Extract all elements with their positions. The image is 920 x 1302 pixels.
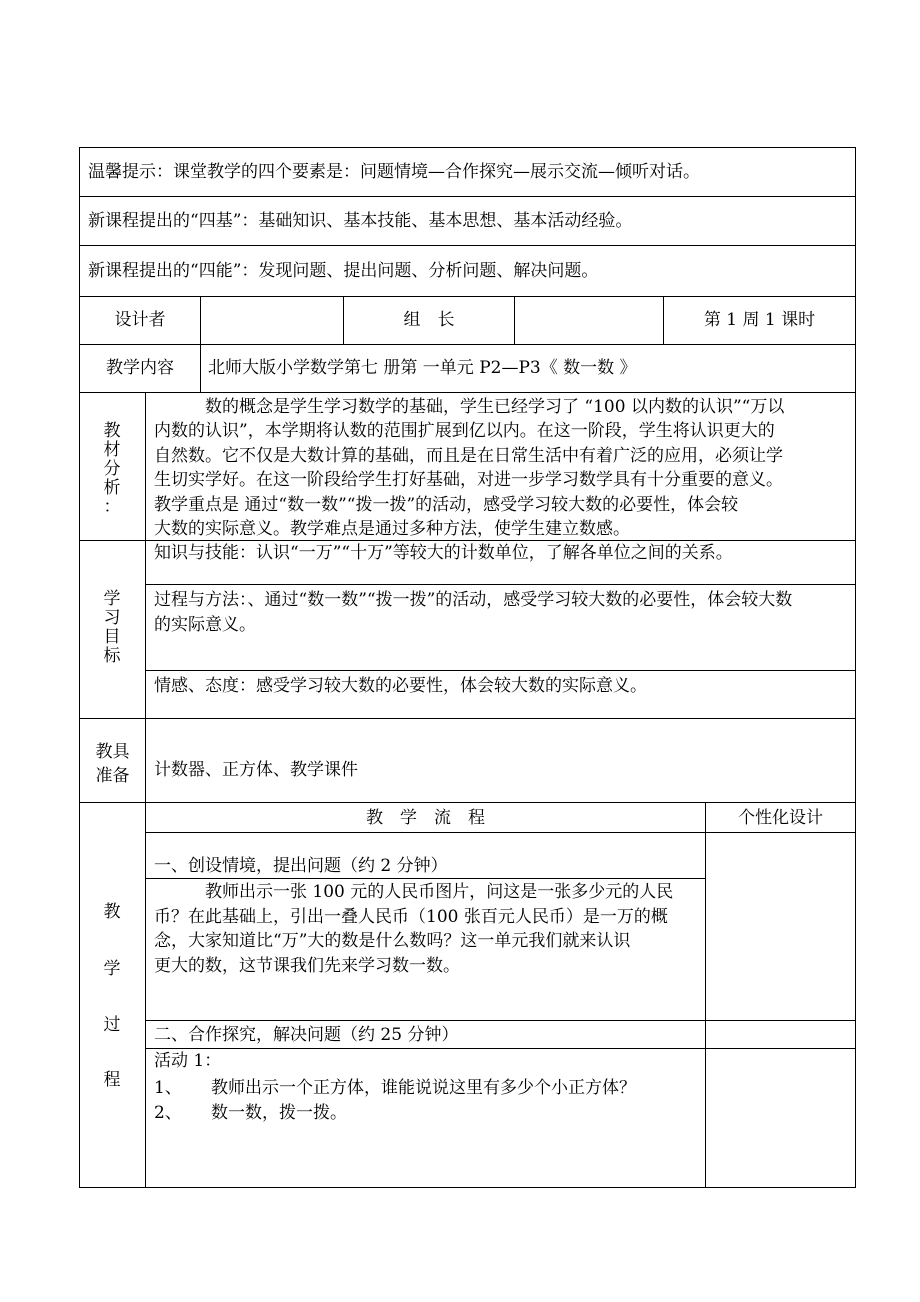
- row-divider: [145, 832, 856, 833]
- tip-four-abilities: 新课程提出的“四能”：发现问题、提出问题、分析问题、解决问题。: [88, 261, 599, 281]
- row-divider: [145, 878, 706, 879]
- activity-title: 活动 1：: [154, 1051, 222, 1071]
- row-divider: [145, 584, 856, 585]
- label-char: 习: [103, 608, 121, 628]
- col-divider: [145, 392, 146, 1188]
- step1-line: 币？在此基础上，引出一叠人民币（100 张百元人民币）是一万的概: [154, 907, 668, 927]
- label-char: 学: [103, 959, 121, 979]
- label-char: 目: [103, 627, 121, 647]
- label-char: 材: [103, 440, 121, 460]
- row-divider: [79, 196, 856, 197]
- col-divider: [200, 296, 201, 392]
- step1-title: 一、创设情境，提出问题（约 2 分钟）: [154, 856, 448, 876]
- activity-item-number: 2、: [154, 1103, 182, 1123]
- row-divider: [79, 802, 856, 803]
- row-divider: [79, 718, 856, 719]
- label-char: 过: [103, 1015, 121, 1035]
- process-goal-line: 的实际意义。: [154, 615, 256, 635]
- table-border-left: [79, 147, 80, 1188]
- row-divider: [145, 1020, 856, 1021]
- content-label: 教学内容: [106, 358, 174, 378]
- step1-line: 教师出示一张 100 元的人民币图片，问这是一张多少元的人民: [154, 882, 674, 902]
- table-border-top: [79, 147, 856, 148]
- tools-label-line: 准备: [95, 766, 130, 786]
- paragraph-line: 内数的认识”，本学期将认数的范围扩展到亿以内。在这一阶段，学生将认识更大的: [154, 421, 775, 441]
- label-char: 程: [103, 1070, 121, 1090]
- row-divider: [79, 344, 856, 345]
- paragraph-line: 教学重点是 通过“数一数”“拨一拨”的活动，感受学习较大数的必要性，体会较: [154, 495, 739, 515]
- process-goal-line: 过程与方法：、通过“数一数”“拨一拨”的活动，感受学习较大数的必要性，体会较大数: [154, 590, 793, 610]
- row-divider: [79, 245, 856, 246]
- step1-line: 更大的数，这节课我们先来学习数一数。: [154, 956, 460, 976]
- tip-four-basics: 新课程提出的“四基”：基础知识、基本技能、基本思想、基本活动经验。: [88, 211, 633, 231]
- flow-header: 教 学 流 程: [366, 808, 485, 828]
- label-char: 析: [103, 478, 121, 498]
- table-border-bottom: [79, 1187, 856, 1188]
- row-divider: [79, 296, 856, 297]
- col-divider: [514, 296, 515, 345]
- col-divider: [705, 802, 706, 1188]
- leader-label: 组 长: [403, 310, 455, 330]
- week-info: 第 1 周 1 课时: [703, 310, 816, 330]
- designer-label: 设计者: [114, 310, 166, 330]
- label-char: 学: [103, 589, 121, 609]
- knowledge-goal: 知识与技能：认识“一万”“十万”等较大的计数单位，了解各单位之间的关系。: [154, 543, 733, 563]
- content-value: 北师大版小学数学第七 册第 一单元 P2—P3《 数一数 》: [208, 358, 637, 378]
- table-border-right: [855, 147, 856, 1188]
- row-divider: [145, 670, 856, 671]
- paragraph-line: 数的概念是学生学习数学的基础，学生已经学习了 “100 以内数的认识”“万以: [154, 397, 785, 417]
- label-char: 教: [103, 902, 121, 922]
- label-char: 教: [103, 421, 121, 441]
- step2-title: 二、合作探究，解决问题（约 25 分钟）: [154, 1025, 459, 1045]
- activity-item-text: 数一数，拨一拨。: [211, 1103, 347, 1123]
- tip-four-elements: 温馨提示：课堂教学的四个要素是：问题情境—合作探究—展示交流—倾听对话。: [88, 162, 700, 182]
- tools-value: 计数器、正方体、教学课件: [154, 760, 358, 780]
- row-divider: [145, 1048, 856, 1049]
- personal-design-header: 个性化设计: [738, 808, 823, 828]
- paragraph-line: 自然数。它不仅是大数计算的基础，而且是在日常生活中有着广泛的应用，必须让学: [154, 446, 783, 466]
- row-divider: [79, 392, 856, 393]
- emotion-goal: 情感、态度：感受学习较大数的必要性，体会较大数的实际意义。: [154, 676, 647, 696]
- paragraph-line: 生切实学好。在这一阶段给学生打好基础，对进一步学习数学具有十分重要的意义。: [154, 470, 783, 490]
- activity-item-text: 教师出示一个正方体，谁能说说这里有多少个小正方体？: [211, 1078, 636, 1098]
- activity-item-number: 1、: [154, 1078, 182, 1098]
- step1-line: 念，大家知道比“万”大的数是什么数吗？这一单元我们就来认识: [154, 931, 631, 951]
- label-char: 标: [103, 646, 121, 666]
- label-char: 分: [103, 459, 121, 479]
- paragraph-line: 大数的实际意义。教学难点是通过多种方法，使学生建立数感。: [154, 519, 630, 539]
- label-char: ：: [103, 497, 121, 517]
- tools-label-line: 教具: [95, 742, 130, 762]
